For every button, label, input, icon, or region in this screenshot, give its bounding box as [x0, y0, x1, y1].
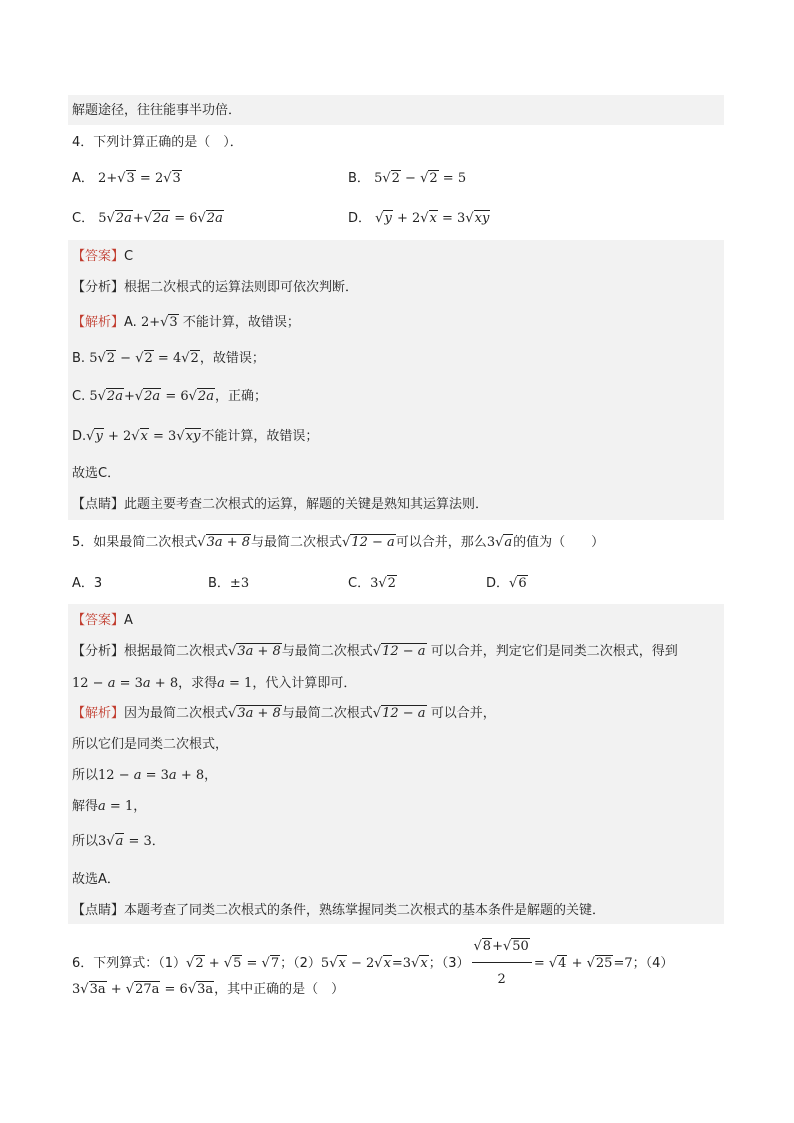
q5-sol-line5-prefix: 所以 [72, 834, 99, 849]
q5-sol-line4-prefix: 解得 [72, 799, 99, 814]
q5-choose: 故选A． [72, 872, 120, 887]
q4-option-c: C． 5√2a+√2a = 6√2a [72, 211, 223, 226]
q4-sol-a-prefix: A. [124, 315, 141, 330]
q6-stem-line1: 6．下列算式：（1）√2 + √5 = √7；（2）5√x − 2√x=3√x；（3） $\frac{√8+√50}{2}$ = √4 + √25=7；（4） [72, 932, 673, 972]
q5-analysis-line2: 12 − a = 3a + 8，求得a = 1，代入计算即可． [72, 676, 357, 691]
q4-option-b-label: B． [348, 171, 370, 186]
q5-option-d-label: D． [486, 576, 510, 591]
q5-sol-line3-prefix: 所以 [72, 768, 99, 783]
q5-solution-line3: 所以12 − a = 3a + 8， [72, 768, 218, 783]
q4-solution-c: C. 5√2a+√2a = 6√2a，正确； [72, 389, 267, 404]
q5-comment-text: 本题考查了同类二次根式的条件，熟练掌握同类二次根式的基本条件是解题的关键． [124, 903, 606, 918]
q5-option-b [208, 577, 249, 590]
q4-option-d-label: D． [348, 211, 372, 226]
q5-sol-p3: 可以合并， [430, 706, 496, 721]
q5-stem-p3: 可以合并，那么 [395, 535, 487, 550]
q5-option-d: D．√6 [486, 576, 527, 591]
q5-analysis-label: 【分析】 [72, 644, 125, 659]
q4-solution-d: D.√y + 2√x = 3√xy不能计算，故错误； [72, 429, 319, 444]
q5-stem: 5．如果最简二次根式√3a + 8与最简二次根式√12 − a可以合并，那么3√a的值为（ ） [72, 535, 605, 550]
q4-sol-a-text: 不能计算，故错误； [182, 315, 300, 330]
q4-comment-label: 【点睛】 [72, 497, 125, 512]
q5-answer-value: A [124, 613, 133, 628]
q4-choose: 故选C． [72, 466, 121, 481]
q5-option-b-label: B． [208, 576, 230, 591]
q4-solution-b: B. 5√2 − √2 = 4√2，故错误； [72, 351, 265, 366]
q5-analysis-line1: 【分析】根据最简二次根式√3a + 8与最简二次根式√12 − a 可以合并，判定它们是同类二次根式，得到 [72, 644, 678, 659]
q5-analysis-p2: 与最简二次根式 [281, 644, 373, 659]
q4-option-a: A． 2+√3 = 2√3 [72, 171, 181, 186]
top-line: 解题途径，往往能事半功倍． [72, 103, 242, 118]
q4-answer-value: C [124, 249, 134, 264]
q4-sol-d-prefix: D. [72, 429, 87, 444]
q4-option-c-label: C． [72, 211, 95, 226]
q5-sol-line3-suffix: ， [204, 768, 218, 783]
q6-line2-suffix: ，其中正确的是（ ） [214, 982, 345, 997]
q5-solution-line2: 所以它们是同类二次根式， [72, 737, 229, 752]
q6-stem-p1: 6．下列算式：（1） [72, 956, 187, 971]
q4-analysis-text: 根据二次根式的运算法则即可依次判断． [124, 280, 359, 295]
q4-answer-label: 【答案】 [72, 249, 125, 264]
q4-solution-a: 【解析】A. 2+√3 不能计算，故错误； [72, 315, 300, 330]
q4-solution-label: 【解析】 [72, 315, 125, 330]
q5-option-c-label: C． [348, 576, 371, 591]
q5-comment-label: 【点睛】 [72, 903, 125, 918]
q4-sol-c-text: ，正确； [214, 389, 267, 404]
q5-answer-label: 【答案】 [72, 613, 125, 628]
q5-solution-line5: 所以3√a = 3． [72, 834, 165, 849]
q5-option-b-value: ±3 [229, 576, 250, 591]
q5-comment [72, 904, 605, 917]
q4-comment [72, 498, 488, 511]
q6-stem-line2: 3√3a + √27a = 6√3a，其中正确的是（ ） [72, 982, 345, 997]
q4-analysis-label: 【分析】 [72, 280, 125, 295]
q5-stem-p4: 的值为（ ） [513, 535, 605, 550]
q4-analysis [72, 281, 358, 294]
q5-solution-label: 【解析】 [72, 706, 125, 721]
q5-option-a: A．3 [72, 576, 103, 591]
q4-stem: 4．下列计算正确的是（ ）． [72, 135, 243, 150]
q5-solution-line4: 解得a = 1， [72, 799, 147, 814]
q5-sol-p2: 与最简二次根式 [281, 706, 373, 721]
q5-sol-p1: 因为最简二次根式 [124, 706, 229, 721]
q5-option-c: C．3√2 [348, 576, 396, 591]
q4-sol-c-prefix: C. [72, 389, 90, 404]
q4-sol-b-text: ，故错误； [199, 351, 265, 366]
q5-sol-line4-suffix: ， [133, 799, 147, 814]
q5-analysis-p1: 根据最简二次根式 [124, 644, 229, 659]
q5-analysis-p3: 可以合并，判定它们是同类二次根式，得到 [430, 644, 678, 659]
q5-answer [72, 614, 133, 627]
q5-stem-p1: 5．如果最简二次根式 [72, 535, 198, 550]
q4-option-b: B． 5√2 − √2 = 5 [348, 171, 467, 186]
q5-stem-p2: 与最简二次根式 [251, 535, 343, 550]
q5-analysis-line2-p3: ，代入计算即可． [252, 676, 357, 691]
q4-answer [72, 250, 133, 263]
q5-solution-line1: 【解析】因为最简二次根式√3a + 8与最简二次根式√12 − a 可以合并， [72, 706, 496, 721]
q6-sep4: ；（4） [632, 956, 674, 971]
q4-option-a-label: A． [72, 171, 94, 186]
q6-sep3: ；（3） [428, 956, 470, 971]
q5-analysis-line2-p2: ，求得 [178, 676, 218, 691]
q4-sol-d-text: 不能计算，故错误； [201, 429, 319, 444]
q6-sep2: ；（2） [280, 956, 321, 971]
q5-sol-line5-suffix: ． [151, 834, 165, 849]
q4-comment-text: 此题主要考查二次根式的运算，解题的关键是熟知其运算法则． [124, 497, 489, 512]
q4-sol-b-prefix: B. [72, 351, 90, 366]
q4-option-d: D． √y + 2√x = 3√xy [348, 211, 490, 226]
